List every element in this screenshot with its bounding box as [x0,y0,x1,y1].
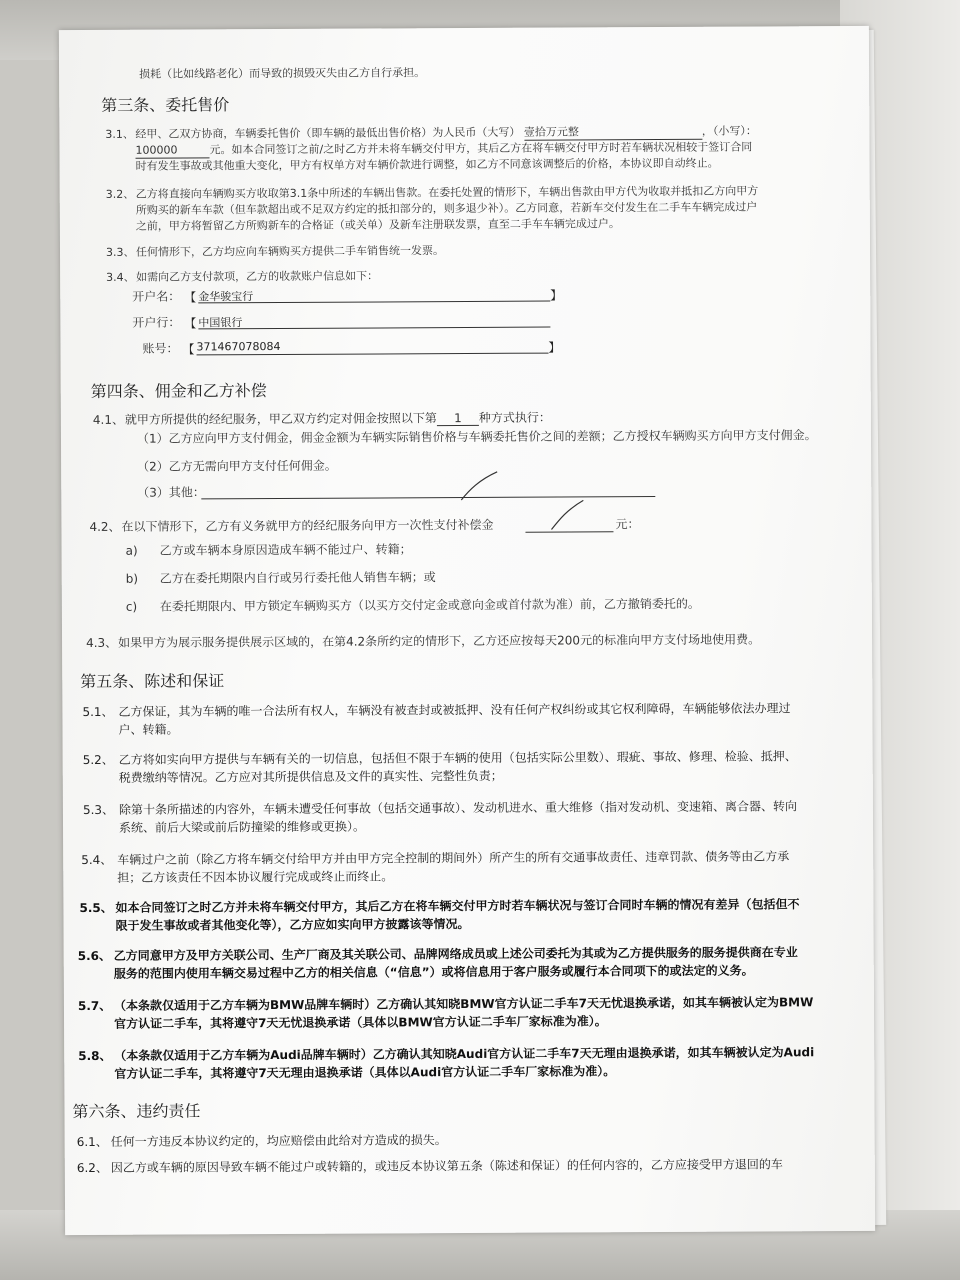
clause-5-8-line-1: （本条款仅适用于乙方车辆为Audi品牌车辆时）乙方确认其知晓Audi官方认证二手车7天无理由退换承诺，如其车辆被认定为Audi [114,1045,815,1063]
top-line: 损耗（比如线路老化）而导致的损毁灭失由乙方自行承担。 [139,66,426,81]
clause-5-4-number: 5.4、 [81,852,113,868]
clause-3-3-text: 任何情形下，乙方均应向车辆购买方提供二手车销售统一发票。 [135,244,445,259]
clause-5-7-line-1: （本条款仅适用于乙方车辆为BMW品牌车辆时）乙方确认其知晓BMW官方认证二手车7天无忧退换承诺，如其车辆被认定为BMW [113,995,814,1013]
clause-5-7-line-2: 官方认证二手车，其将遵守7天无忧退换承诺（具体以BMW官方认证二手车厂家标准为准）。 [114,1014,607,1031]
clause-5-2-line-1: 乙方将如实向甲方提供与车辆有关的一切信息，包括但不限于车辆的使用（包括实际公里数）、瑕疵、事故、修理、检验、抵押、 [118,749,797,767]
clause-3-1-line-3: 时有发生事故或其他重大变化，甲方有权单方对车辆价款进行调整，如乙方不同意该调整后的价格，本协议即自动终止。 [135,156,719,173]
clause-3-1-line-1: 经甲、乙双方协商，车辆委托售价（即车辆的最低出售价格）为人民币（大写） 壹拾万元整 ，（小写）： [135,124,757,141]
article-3-title: 第三条、委托售价 [101,95,230,115]
clause-5-8-number: 5.8、 [78,1048,112,1064]
clause-5-3-number: 5.3、 [82,802,115,818]
clause-5-3-line-1: 除第十条所描述的内容外，车辆未遭受任何事故（包括交通事故）、发动机进水、重大维修（指对发动机、变速箱、离合器、转向 [118,799,797,817]
option-3: （3）其他： [137,485,205,500]
clause-3-2-line-2: 所购买的新车车款（但车款超出或不足双方约定的抵扣部分的，则多退少补）。乙方同意，若新车交付发生在二手车车辆完成过户 [135,200,758,217]
bracket-open: 【 [184,290,197,305]
clause-4-2-text: 在以下情形下，乙方有义务就甲方的经纪服务向甲方一次性支付补偿金 [121,517,494,534]
clause-5-8-line-2: 官方认证二手车，其将遵守7天无理由退换承诺（具体以Audi官方认证二手车厂家标准为准）。 [114,1064,616,1081]
bank-label: 开户行： [132,315,181,330]
clause-6-1-number: 6.1、 [76,1134,108,1150]
account-number-field: 371467078084 [196,339,548,356]
clause-5-6-number: 5.6、 [77,948,112,964]
clause-4-2-a-label: a) [125,543,138,558]
bracket-close: 】 [548,340,561,355]
clause-6-2-text: 因乙方或车辆的原因导致车辆不能过户或转籍的，或违反本协议第五条（陈述和保证）的任何内容的，乙方应接受甲方退回的车 [110,1157,783,1175]
bracket-close: 】 [550,288,563,303]
amount-words-field: 壹拾万元整 [524,125,702,141]
clause-3-2-line-3: 之前，甲方将暂留乙方所购新车的合格证（或关单）及新车注册联发票，直至二手车车辆完成过户。 [135,217,620,233]
clause-4-2-c-text: 在委托期限内、甲方锁定车辆购买方（以买方交付定金或意向金或首付款为准）前，乙方撤销委托的。 [159,596,700,614]
article-6-title: 第六条、违约责任 [72,1101,201,1122]
clause-5-1-number: 5.1、 [82,704,114,720]
clause-4-1-number: 4.1、 [92,412,125,427]
article-5-title: 第五条、陈述和保证 [80,671,225,692]
clause-5-5-line-2: 限于发生事故或者其他变化等），乙方应如实向甲方披露该等情况。 [115,916,470,933]
strikethrough-mark [457,468,503,504]
clause-4-2-c-label: c) [125,599,138,614]
compensation-unit: 元： [615,517,640,532]
clause-4-2-b-text: 乙方在委托期限内自行或另行委托他人销售车辆；或 [159,570,436,586]
bank-field: 中国银行 [198,313,550,330]
account-holder-label: 开户名： [132,289,181,304]
strikethrough-mark [547,497,587,533]
clause-4-2-number: 4.2、 [89,519,121,534]
account-holder-field: 金华骏宝行 [198,287,550,304]
clause-3-4-number: 3.4、 [106,270,135,284]
option-1: （1）乙方应向甲方支付佣金，佣金金额为车辆实际销售价格与车辆委托售价之间的差额；乙方授权车辆购买方向甲方支付佣金。 [136,428,817,446]
clause-5-5-line-1: 如本合同签订之时乙方并未将车辆交付甲方，其后乙方在将车辆交付甲方时若车辆状况与签订合同时车辆的情况有差异（包括但不 [115,897,800,915]
bracket-open: 【 [184,316,197,331]
clause-4-3-number: 4.3、 [86,635,118,650]
clause-3-1-number: 3.1、 [105,127,134,141]
account-number-label: 账号： [142,341,179,356]
document-page [59,26,875,1235]
clause-4-2-b-label: b) [125,571,139,586]
clause-5-6-line-2: 服务的范围内使用车辆交易过程中乙方的相关信息（“信息”）或将信息用于客户服务或履行本合同项下的或法定的义务。 [113,963,754,981]
clause-5-2-line-2: 税费缴纳等情况。乙方应对其所提供信息及文件的真实性、完整性负责； [118,768,503,785]
clause-5-2-number: 5.2、 [82,752,114,768]
clause-3-2-line-1: 乙方将直接向车辆购买方收取第3.1条中所述的车辆出售款。在委托处置的情形下，车辆出售款由甲方代为收取并抵扣乙方向甲方 [135,184,759,201]
clause-6-2-number: 6.2、 [76,1160,108,1176]
clause-3-3-number: 3.3、 [105,245,135,259]
clause-5-4-line-2: 担；乙方该责任不因本协议履行完成或终止而终止。 [117,869,394,885]
clause-5-3-line-2: 系统、前后大梁或前后防撞梁的维修或更换）。 [118,819,366,835]
clause-3-1-line-2: 100000 元。如本合同签订之前/之时乙方并未将车辆交付甲方，其后乙方在将车辆交付甲方时若车辆状况相较于签订合同 [135,140,753,157]
amount-number-field: 100000 [135,143,209,158]
clause-3-2-number: 3.2、 [105,187,135,201]
bracket-open: 【 [182,342,195,357]
option-2: （2）乙方无需向甲方支付任何佣金。 [137,458,337,474]
commission-choice-field: 1 [437,411,479,426]
article-4-title: 第四条、佣金和乙方补偿 [90,381,267,401]
clause-5-7-number: 5.7、 [77,998,112,1014]
clause-5-1-line-1: 乙方保证，其为车辆的唯一合法所有权人，车辆没有被查封或被抵押、没有任何产权纠纷或其它权利障碍，车辆能够依法办理过 [118,701,791,719]
clause-5-4-line-1: 车辆过户之前（除乙方将车辆交付给甲方并由甲方完全控制的期间外）所产生的所有交通事故责任、违章罚款、债务等由乙方承 [117,849,790,867]
clause-3-4-text: 如需向乙方支付款项，乙方的收款账户信息如下： [136,269,379,284]
clause-5-5-number: 5.5、 [79,900,113,916]
clause-4-3-text: 如果甲方为展示服务提供展示区域的，在第4.2条所约定的情形下，乙方还应按每天200元的标准向甲方支付场地使用费。 [118,632,761,650]
clause-6-1-text: 任何一方违反本协议约定的，均应赔偿由此给对方造成的损失。 [110,1133,447,1149]
clause-5-1-line-2: 户、转籍。 [118,722,179,737]
clause-5-6-line-1: 乙方同意甲方及甲方关联公司、生产厂商及其关联公司、品牌网络成员或上述公司委托为其或为乙方提供服务的服务提供商在专业 [113,945,798,963]
clause-4-1-text: 就甲方所提供的经纪服务，甲乙双方约定对佣金按照以下第 1 种方式执行： [124,410,551,427]
clause-4-2-a-text: 乙方或车辆本身原因造成车辆不能过户、转籍； [159,542,412,558]
